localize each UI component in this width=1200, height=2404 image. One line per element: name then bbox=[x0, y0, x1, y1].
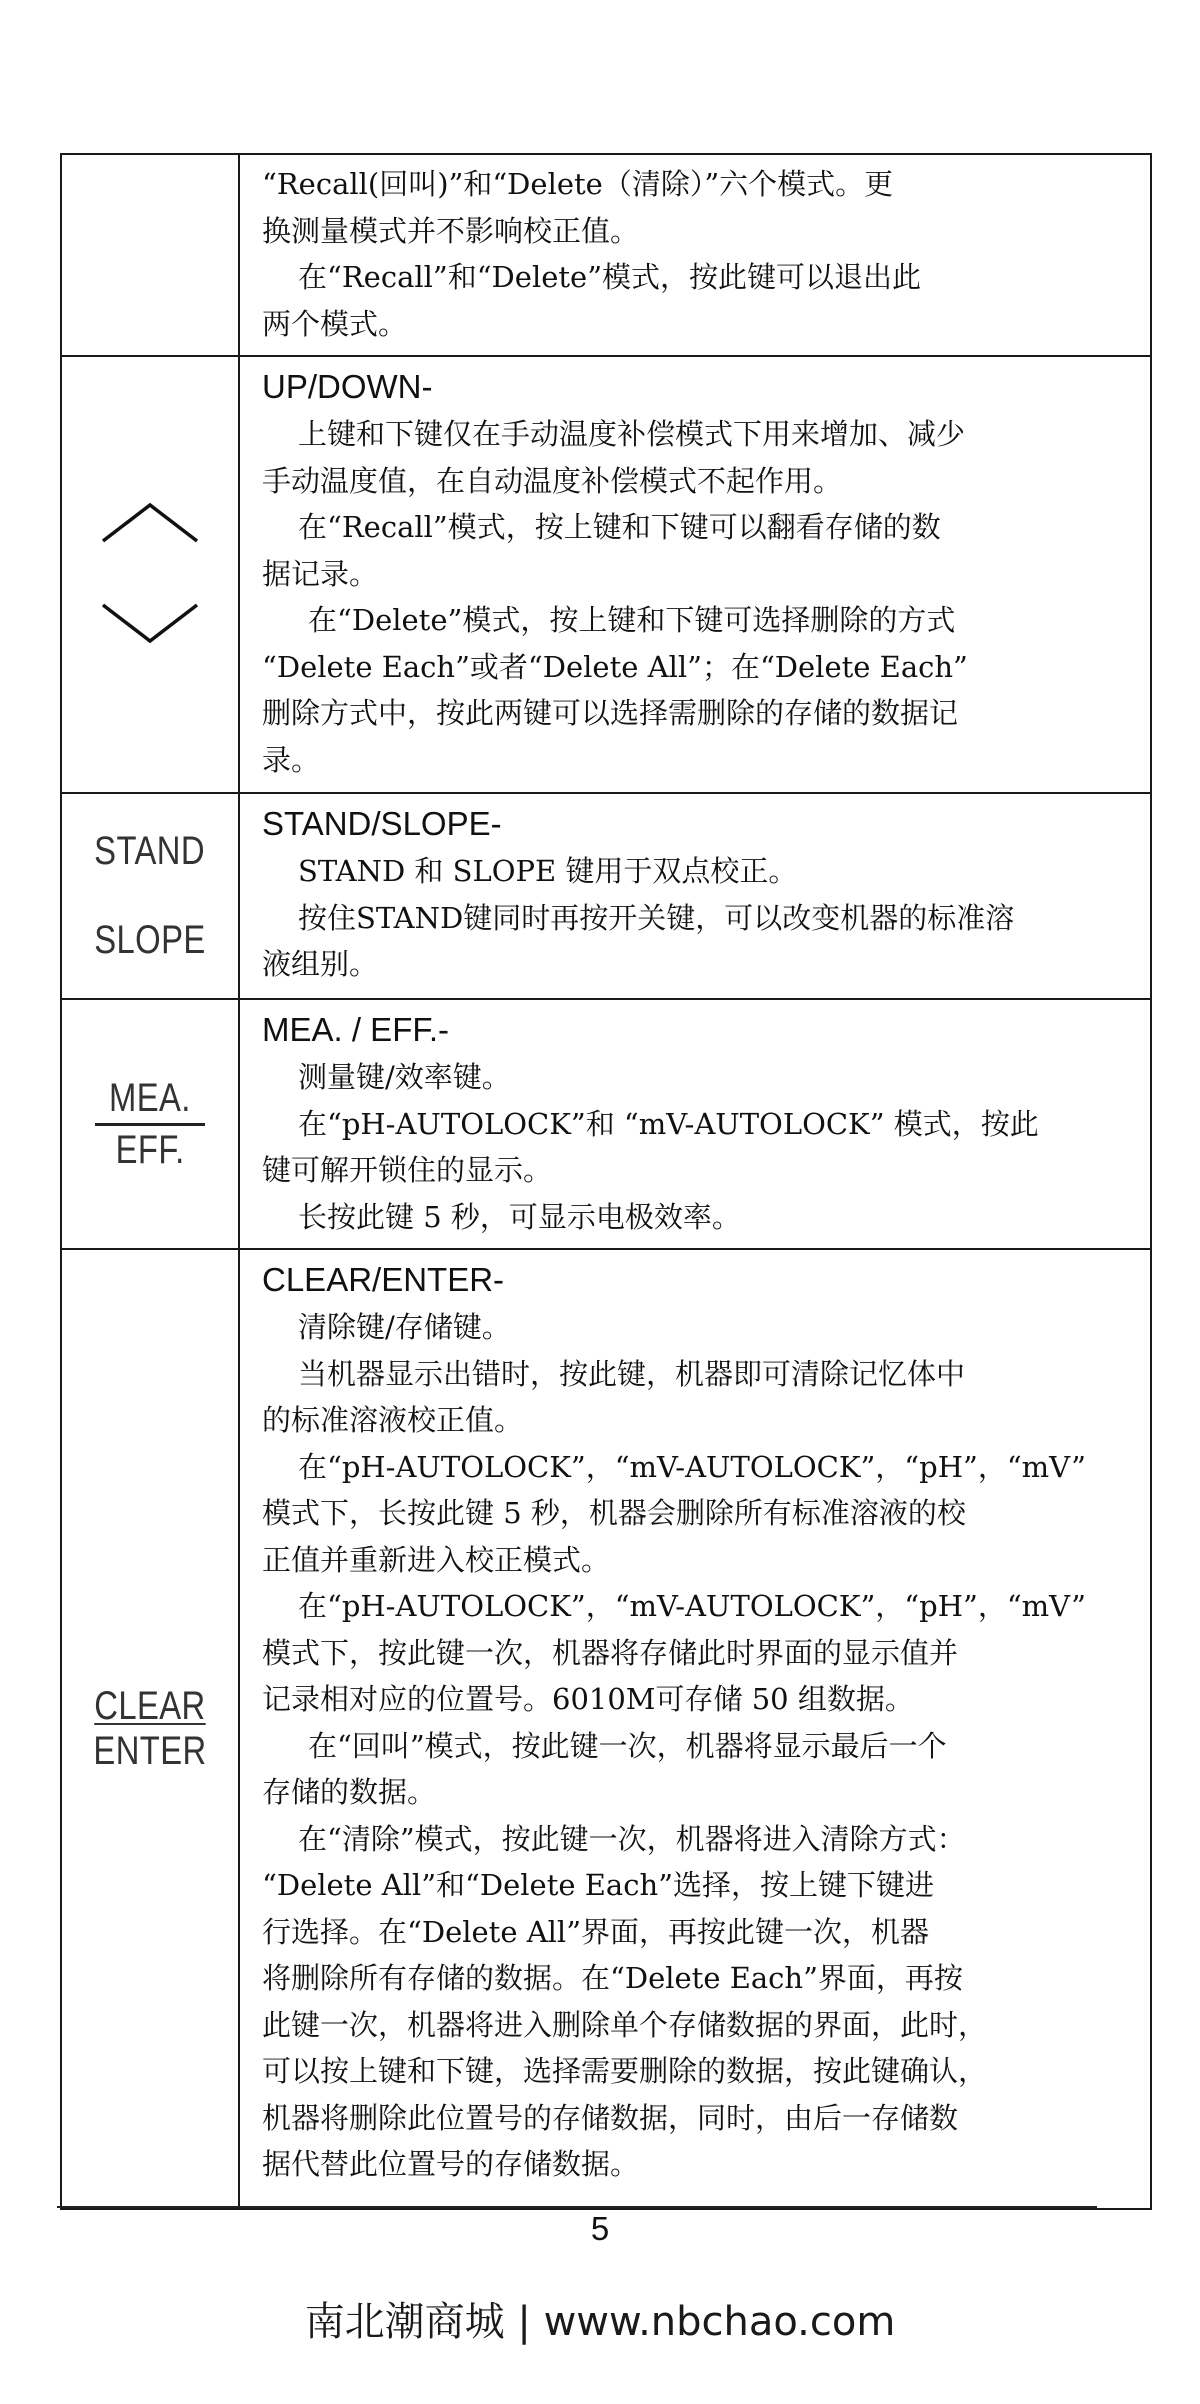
clear-enter-key-icon bbox=[62, 1684, 238, 1774]
paragraph-line: 两个模式。 bbox=[262, 306, 408, 341]
paragraph-line: “Recall(回叫)”和“Delete（清除）”六个模式。更 bbox=[262, 167, 894, 201]
slope-key-label: SLOPE bbox=[94, 918, 206, 962]
paragraph-line: 在“pH-AUTOLOCK”和 “mV-AUTOLOCK” 模式，按此 bbox=[298, 1106, 1039, 1141]
paragraph-line: 当机器显示出错时，按此键，机器即可清除记忆体中 bbox=[298, 1356, 966, 1391]
table-row bbox=[61, 1249, 1151, 2209]
key-heading: UP/DOWN- bbox=[262, 368, 433, 405]
up-down-arrows-icon bbox=[95, 493, 205, 653]
clear-key-label: CLEAR bbox=[94, 1684, 206, 1728]
chevron-down-icon bbox=[103, 605, 197, 641]
description-cell bbox=[239, 999, 1151, 1249]
paragraph-line: 机器将删除此位置号的存储数据，同时，由后一存储数 bbox=[262, 2100, 959, 2135]
table-row bbox=[61, 999, 1151, 1249]
stand-key-label: STAND bbox=[94, 829, 206, 873]
description-cell bbox=[239, 356, 1151, 793]
key-heading: STAND/SLOPE- bbox=[262, 805, 502, 842]
key-description-table bbox=[60, 153, 1152, 2210]
table-row bbox=[61, 356, 1151, 793]
paragraph-line: 在“pH-AUTOLOCK”，“mV-AUTOLOCK”，“pH”，“mV” bbox=[298, 1449, 1086, 1484]
key-heading: CLEAR/ENTER- bbox=[262, 1261, 505, 1298]
paragraph-line: 在“Delete”模式，按上键和下键可选择删除的方式 bbox=[308, 603, 956, 637]
key-icon-cell bbox=[61, 356, 239, 793]
paragraph-line: 可以按上键和下键，选择需要删除的数据，按此键确认， bbox=[262, 2054, 988, 2088]
paragraph-line: “Delete Each”或者“Delete All”；在“Delete Each” bbox=[262, 649, 968, 684]
paragraph-line: 录。 bbox=[262, 742, 321, 777]
eff-key-label: EFF. bbox=[115, 1127, 185, 1172]
paragraph-line: 键可解开锁住的显示。 bbox=[262, 1153, 553, 1187]
paragraph-line: 此键一次，机器将进入删除单个存储数据的界面，此时， bbox=[262, 2007, 988, 2042]
paragraph-line: 在“pH-AUTOLOCK”，“mV-AUTOLOCK”，“pH”，“mV” bbox=[298, 1589, 1086, 1623]
description-cell bbox=[239, 1249, 1151, 2209]
paragraph-line: 清除键/存储键。 bbox=[298, 1310, 511, 1344]
paragraph-line: 删除方式中，按此两键可以选择需删除的存储的数据记 bbox=[262, 696, 959, 730]
description-cell bbox=[239, 154, 1151, 356]
description-cell bbox=[239, 793, 1151, 999]
paragraph-line: 测量键/效率键。 bbox=[298, 1060, 511, 1094]
key-icon-cell bbox=[61, 154, 239, 356]
enter-key-label: ENTER bbox=[93, 1729, 207, 1773]
paragraph-line: 在“回叫”模式，按此键一次，机器将显示最后一个 bbox=[308, 1728, 947, 1763]
paragraph-line: 手动温度值，在自动温度补偿模式不起作用。 bbox=[262, 463, 843, 498]
paragraph-line: STAND 和 SLOPE 键用于双点校正。 bbox=[298, 854, 798, 888]
paragraph-line: 正值并重新进入校正模式。 bbox=[262, 1542, 611, 1577]
paragraph-line: “Delete All”和“Delete Each”选择，按上键下键进 bbox=[262, 1868, 934, 1902]
mea-eff-key-icon bbox=[95, 1076, 205, 1173]
table-row bbox=[61, 154, 1151, 356]
paragraph-line: 在“Recall”和“Delete”模式，按此键可以退出此 bbox=[298, 260, 922, 294]
footer-rule bbox=[57, 2206, 1097, 2208]
paragraph-line: 长按此键 5 秒，可显示电极效率。 bbox=[298, 1199, 741, 1234]
key-icon-cell bbox=[61, 793, 239, 999]
key-heading: MEA. / EFF.- bbox=[262, 1011, 450, 1048]
paragraph-line: 存储的数据。 bbox=[262, 1775, 437, 1809]
paragraph-line: 记录相对应的位置号。6010M可存储 50 组数据。 bbox=[262, 1682, 914, 1716]
mea-key-label: MEA. bbox=[109, 1075, 191, 1120]
key-icon-cell bbox=[61, 1249, 239, 2209]
fraction-bar bbox=[95, 1123, 205, 1126]
footer-brand: 南北潮商城 | www.nbchao.com bbox=[304, 2299, 896, 2345]
paragraph-line: 据代替此位置号的存储数据。 bbox=[262, 2147, 640, 2181]
paragraph-line: 液组别。 bbox=[262, 947, 379, 981]
paragraph-line: 将删除所有存储的数据。在“Delete Each”界面，再按 bbox=[262, 1961, 963, 1995]
paragraph-line: 模式下，长按此键 5 秒，机器会删除所有标准溶液的校 bbox=[262, 1496, 966, 1530]
paragraph-line: 上键和下键仅在手动温度补偿模式下用来增加、减少 bbox=[298, 417, 966, 451]
paragraph-line: 在“清除”模式，按此键一次，机器将进入清除方式： bbox=[298, 1821, 966, 1856]
paragraph-line: 据记录。 bbox=[262, 556, 379, 591]
table-row bbox=[61, 793, 1151, 999]
paragraph-line: 行选择。在“Delete All”界面，再按此键一次，机器 bbox=[262, 1914, 930, 1949]
paragraph-line: 在“Recall”模式，按上键和下键可以翻看存储的数 bbox=[298, 510, 941, 544]
stand-slope-key-icon bbox=[62, 829, 238, 963]
paragraph-line: 的标准溶液校正值。 bbox=[262, 1403, 524, 1437]
paragraph-line: 换测量模式并不影响校正值。 bbox=[262, 213, 640, 248]
key-icon-cell bbox=[61, 999, 239, 1249]
chevron-up-icon bbox=[103, 505, 197, 541]
paragraph-line: 模式下，按此键一次，机器将存储此时界面的显示值并 bbox=[262, 1635, 959, 1670]
paragraph-line: 按住STAND键同时再按开关键，可以改变机器的标准溶 bbox=[298, 900, 1015, 935]
page-number: 5 bbox=[590, 2210, 610, 2247]
